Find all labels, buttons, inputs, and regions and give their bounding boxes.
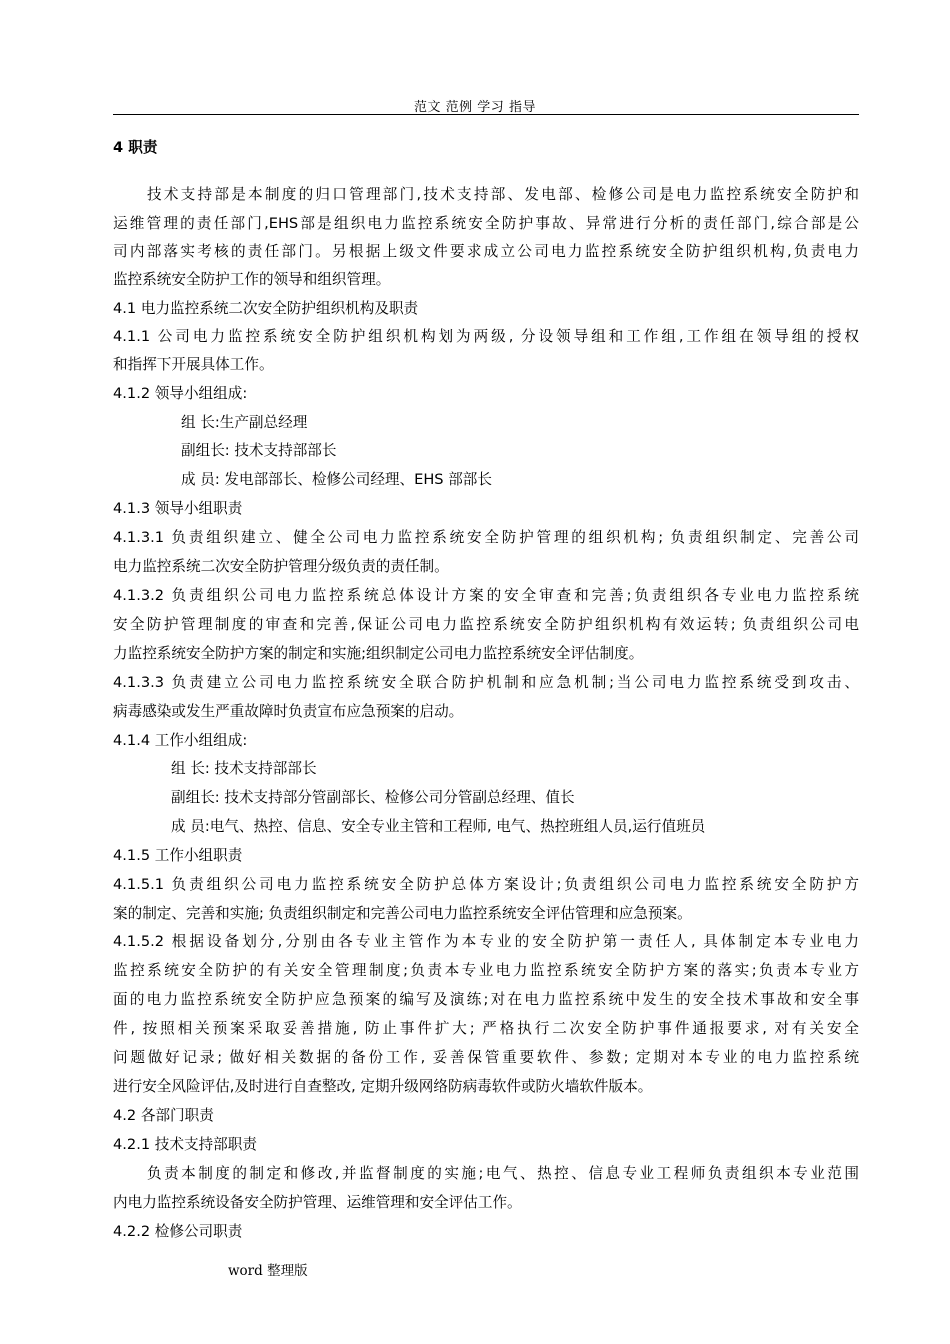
subsection-heading: 4.1.3 领导小组职责: [113, 500, 243, 517]
paragraph-line: 件, 按照相关预案采取妥善措施, 防止事件扩大; 严格执行二次安全防护事件通报要求, 对有关安全: [113, 1020, 859, 1037]
member-line: 组 长: 技术支持部部长: [171, 760, 317, 777]
paragraph-line: 技术支持部是本制度的归口管理部门,技术支持部、发电部、检修公司是电力监控系统安全防护和: [147, 186, 859, 203]
paragraph-line: 监控系统安全防护工作的领导和组织管理。: [113, 271, 391, 288]
paragraph-line: 监控系统安全防护的有关安全管理制度;负责本专业电力监控系统安全防护方案的落实;负责本专业方: [113, 962, 859, 979]
paragraph-line: 案的制定、完善和实施; 负责组织制定和完善公司电力监控系统安全评估管理和应急预案。: [113, 905, 692, 922]
subsection-heading: 4.1 电力监控系统二次安全防护组织机构及职责: [113, 300, 419, 317]
section-title: 4 职责: [113, 139, 158, 156]
paragraph-line: 电力监控系统二次安全防护管理分级负责的责任制。: [113, 558, 449, 575]
member-line: 副组长: 技术支持部分管副部长、检修公司分管副总经理、值长: [171, 789, 575, 806]
paragraph-line: 4.1.3.2 负责组织公司电力监控系统总体设计方案的安全审查和完善;负责组织各专业电力监控系统: [113, 587, 859, 604]
paragraph-line: 力监控系统安全防护方案的制定和实施;组织制定公司电力监控系统安全评估制度。: [113, 645, 644, 662]
paragraph-line: 面的电力监控系统安全防护应急预案的编写及演练;对在电力监控系统中发生的安全技术事故和安全事: [113, 991, 859, 1008]
subsection-heading: 4.1.4 工作小组组成:: [113, 732, 248, 749]
member-line: 组 长:生产副总经理: [181, 414, 308, 431]
paragraph-line: 4.1.5.1 负责组织公司电力监控系统安全防护总体方案设计;负责组织公司电力监控系统安全防护方: [113, 876, 859, 893]
subsection-heading: 4.1.2 领导小组组成:: [113, 385, 248, 402]
paragraph-line: 内电力监控系统设备安全防护管理、运维管理和安全评估工作。: [113, 1194, 522, 1211]
page-footer: word 整理版: [228, 1263, 308, 1279]
paragraph-line: 病毒感染或发生严重故障时负责宣布应急预案的启动。: [113, 703, 464, 720]
subsection-heading: 4.2.2 检修公司职责: [113, 1223, 243, 1240]
subsection-heading: 4.2.1 技术支持部职责: [113, 1136, 257, 1153]
member-line: 成 员:电气、热控、信息、安全专业主管和工程师, 电气、热控班组人员,运行值班员: [171, 818, 706, 835]
member-line: 成 员: 发电部部长、检修公司经理、EHS 部部长: [181, 471, 492, 488]
subsection-heading: 4.1.5 工作小组职责: [113, 847, 243, 864]
paragraph-line: 安全防护管理制度的审查和完善,保证公司电力监控系统安全防护组织机构有效运转; 负责组织公司电: [113, 616, 859, 633]
paragraph-line: 司内部落实考核的责任部门。另根据上级文件要求成立公司电力监控系统安全防护组织机构,负责电力: [113, 243, 859, 260]
subsection-heading: 4.2 各部门职责: [113, 1107, 214, 1124]
page-header: 范文 范例 学习 指导: [414, 100, 536, 115]
paragraph-line: 4.1.1 公司电力监控系统安全防护组织机构划为两级, 分设领导组和工作组,工作组在领导组的授权: [113, 328, 859, 345]
paragraph-line: 4.1.3.1 负责组织建立、健全公司电力监控系统安全防护管理的组织机构; 负责组织制定、完善公司: [113, 529, 859, 546]
header-rule: [113, 114, 859, 115]
paragraph-line: 进行安全风险评估,及时进行自查整改, 定期升级网络防病毒软件或防火墙软件版本。: [113, 1078, 653, 1095]
paragraph-line: 问题做好记录; 做好相关数据的备份工作, 妥善保管重要软件、参数; 定期对本专业的电力监控系统: [113, 1049, 859, 1066]
paragraph-line: 负责本制度的制定和修改,并监督制度的实施;电气、热控、信息专业工程师负责组织本专业范围: [147, 1165, 859, 1182]
paragraph-line: 4.1.5.2 根据设备划分,分别由各专业主管作为本专业的安全防护第一责任人, 具体制定本专业电力: [113, 933, 859, 950]
paragraph-line: 运维管理的责任部门,EHS部是组织电力监控系统安全防护事故、异常进行分析的责任部门,综合部是公: [113, 215, 859, 232]
paragraph-line: 和指挥下开展具体工作。: [113, 356, 274, 373]
member-line: 副组长: 技术支持部部长: [181, 442, 337, 459]
paragraph-line: 4.1.3.3 负责建立公司电力监控系统安全联合防护机制和应急机制;当公司电力监控系统受到攻击、: [113, 674, 859, 691]
